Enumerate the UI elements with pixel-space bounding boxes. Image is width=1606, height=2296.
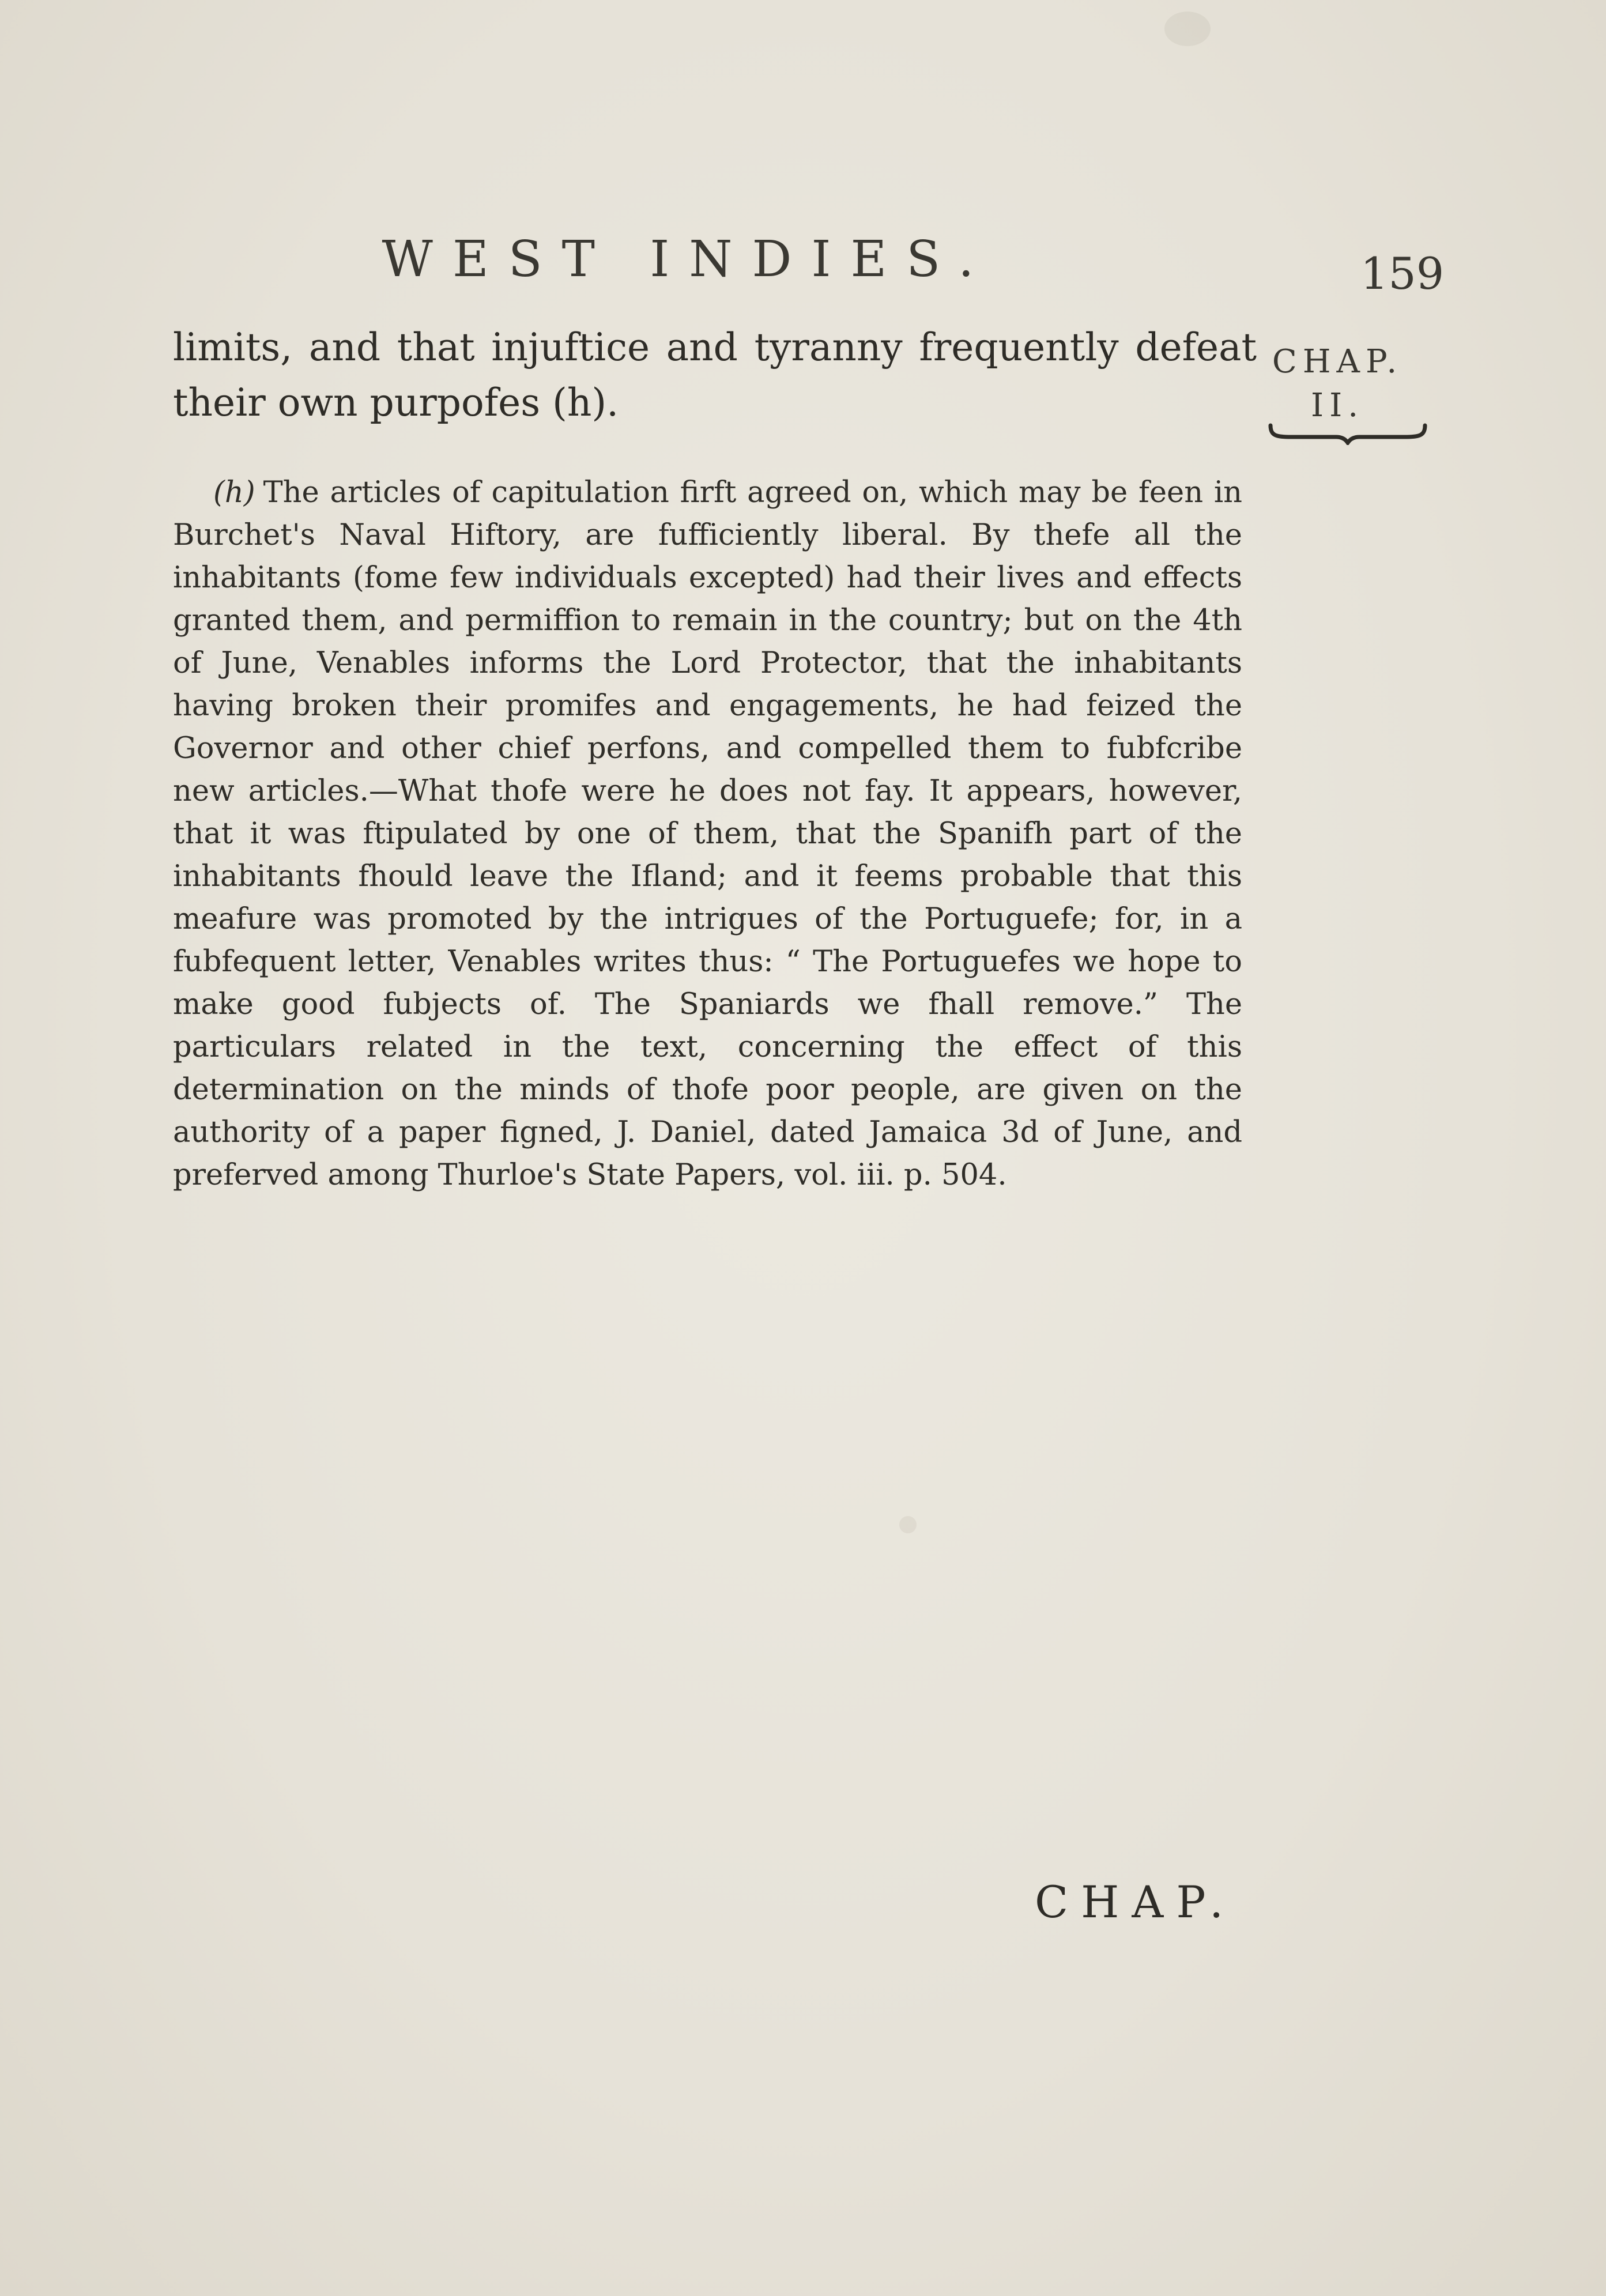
footnote-text: The articles of capitulation firft agreed on, which may be feen in Burchet's Naval Hiftory, are fufficiently liberal. By thefe all the inhabitants (fome few individuals excepted) had their lives and effects granted them, and permiffion to remain in the country; but on the 4th of June, Venables informs the Lord Protector, that the inhabitants having broken their promifes and engagements, he had feized the Governor and other chief perfons, and compelled them to fubfcribe new articles.—What thofe were he does not fay. It appears, however, that it was ftipulated by one of them, that the Spanifh part of the inhabitants fhould leave the Ifland; and it feems probable that this meafure was promoted by the intrigues of the Portuguefe; for, in a fubfequent letter, Venables writes thus: “ The Portuguefes we hope to make good fubjects of. The Spaniards we fhall remove.” The particulars related in the text, concerning the effect of this determination on the minds of thofe poor people, are given on the authority of a paper figned, J. Daniel, dated Jamaica 3d of June, and preferved among Thurloe's State Papers, vol. iii. p. 504. bbox=[173, 476, 1242, 1192]
catchword: CHAP. bbox=[1035, 1876, 1236, 1928]
page-number: 159 bbox=[1360, 248, 1445, 299]
body-text: limits, and that injuftice and tyranny frequently defeat their own purpofes (h). bbox=[173, 325, 1257, 425]
chapter-number: II. bbox=[1310, 387, 1364, 424]
footnote bbox=[173, 472, 1242, 1197]
footnote-marker: (h) bbox=[213, 476, 255, 510]
paper-stain bbox=[1164, 12, 1211, 46]
paper-stain bbox=[899, 1516, 917, 1533]
brace-ornament-icon bbox=[1268, 422, 1427, 445]
running-head-text: WEST INDIES. bbox=[382, 231, 994, 288]
chapter-label: CHAP. bbox=[1272, 343, 1403, 380]
chapter-margin-note bbox=[1251, 340, 1424, 428]
